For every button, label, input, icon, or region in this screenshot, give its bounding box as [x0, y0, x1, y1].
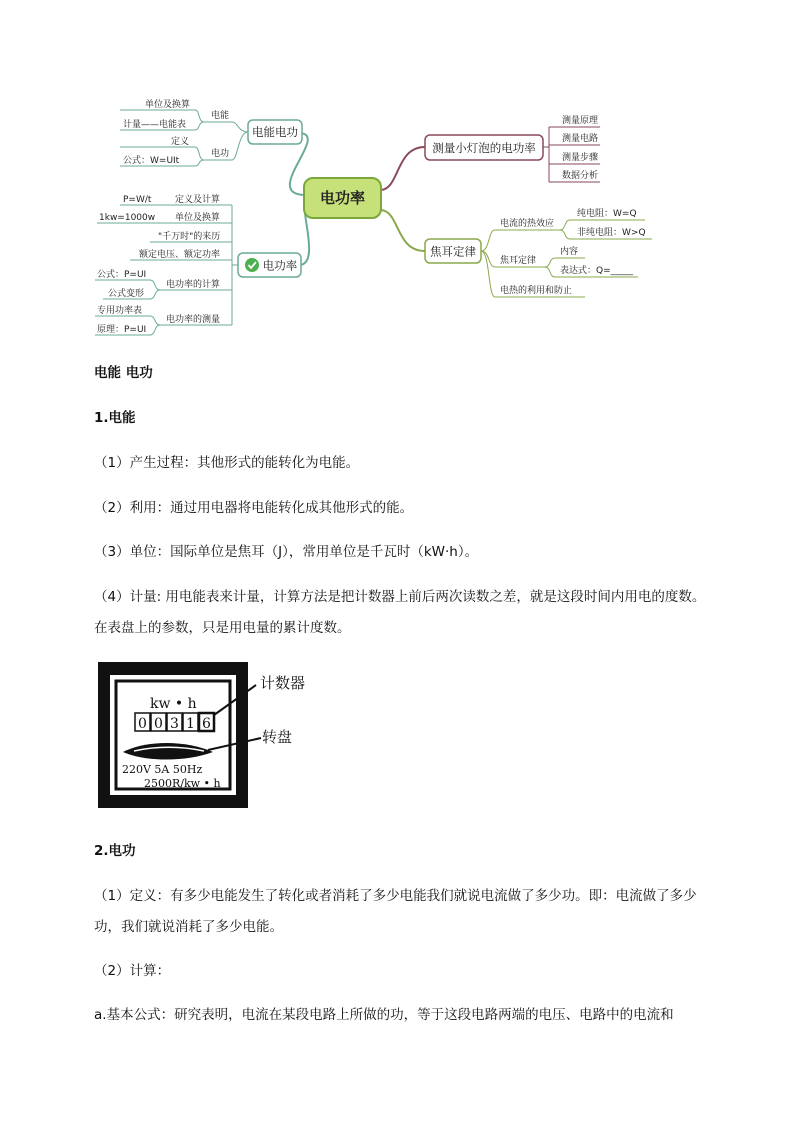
paragraph-definition: （1）定义：有多少电能发生了转化或者消耗了多少电能我们就说电流做了多少功。即：电流做了多少功，我们就说消耗了多少电能。 [94, 888, 697, 935]
svg-text:测量电路: 测量电路 [562, 134, 599, 144]
mindmap-branch-electric-energy-work [120, 98, 302, 166]
paragraph-generation: （1）产生过程：其他形式的能转化为电能。 [94, 455, 360, 471]
svg-text:电功: 电功 [211, 149, 230, 159]
svg-text:公式：P=UI: 公式：P=UI [97, 270, 147, 280]
mindmap-branch-power [95, 193, 301, 335]
mind-map [0, 0, 794, 345]
svg-text:"千万时"的来历: "千万时"的来历 [158, 232, 221, 242]
svg-text:原理：P=UI: 原理：P=UI [97, 325, 147, 335]
meter-unit: kw • h [150, 696, 197, 712]
heading-electric-work: 2.电功 [94, 843, 136, 859]
svg-text:焦耳定律: 焦耳定律 [430, 244, 476, 259]
svg-text:测量小灯泡的电功率: 测量小灯泡的电功率 [432, 141, 536, 155]
svg-text:电热的利用和防止: 电热的利用和防止 [500, 286, 573, 296]
paragraph-calculation: （2）计算： [94, 963, 171, 979]
svg-text:1kw=1000w: 1kw=1000w [99, 213, 156, 223]
electric-meter-figure [96, 660, 346, 812]
heading-electric-energy: 1.电能 [94, 410, 136, 426]
svg-text:测量步骤: 测量步骤 [562, 153, 599, 163]
paragraph-unit: （3）单位：国际单位是焦耳（J），常用单位是千瓦时（kW·h）。 [94, 544, 479, 560]
mindmap-center-label: 电功率 [319, 189, 366, 207]
svg-text:电能电功: 电能电功 [252, 125, 298, 139]
svg-text:计量——电能表: 计量——电能表 [123, 120, 187, 130]
svg-text:定义: 定义 [171, 137, 190, 147]
svg-text:公式：W=UIt: 公式：W=UIt [123, 156, 180, 166]
svg-text:焦耳定律: 焦耳定律 [500, 256, 537, 266]
svg-text:定义及计算: 定义及计算 [175, 195, 221, 205]
svg-text:测量原理: 测量原理 [562, 116, 599, 126]
check-icon [245, 258, 259, 272]
svg-text:电功率的计算: 电功率的计算 [166, 280, 221, 290]
svg-text:电功率: 电功率 [262, 258, 298, 273]
svg-text:纯电阻：W=Q: 纯电阻：W=Q [577, 209, 637, 219]
paragraph-metering: （4）计量: 用电能表来计量，计算方法是把计数器上前后两次读数之差，就是这段时间内用电的度数。在表盘上的参数，只是用电量的累计度数。 [94, 589, 706, 636]
svg-text:公式变形: 公式变形 [108, 289, 145, 299]
paragraph-basic-formula: a.基本公式：研究表明，电流在某段电路上所做的功，等于这段电路两端的电压、电路中的电流和 [94, 1007, 674, 1023]
meter-counter-digits [135, 713, 214, 732]
paragraph-usage: （2）利用：通过用电器将电能转化成其他形式的能。 [94, 500, 414, 516]
mindmap-branch-joule-law [425, 207, 652, 297]
meter-digit: 0 [138, 716, 147, 732]
svg-text:单位及换算: 单位及换算 [175, 213, 221, 223]
svg-text:电功率的测量: 电功率的测量 [166, 315, 221, 325]
svg-text:内容: 内容 [560, 247, 579, 257]
svg-text:P=W/t: P=W/t [123, 195, 152, 205]
svg-text:电能: 电能 [211, 111, 230, 121]
svg-text:非纯电阻：W>Q: 非纯电阻：W>Q [577, 228, 646, 238]
meter-digit: 0 [154, 716, 163, 732]
meter-digit: 3 [170, 716, 179, 732]
svg-text:单位及换算: 单位及换算 [145, 100, 191, 110]
section-title: 电能 电功 [94, 365, 153, 381]
svg-text:专用功率表: 专用功率表 [97, 306, 143, 316]
mindmap-branch-measure-bulb-power [425, 114, 600, 182]
svg-text:数据分析: 数据分析 [562, 171, 599, 181]
svg-text:表达式：Q=_____: 表达式：Q=_____ [560, 266, 634, 276]
meter-digit: 1 [186, 716, 195, 732]
meter-digit: 6 [202, 716, 211, 732]
svg-text:额定电压、额定功率: 额定电压、额定功率 [139, 250, 221, 260]
meter-rating: 220V 5A 50Hz [122, 763, 203, 776]
mindmap-center-node [304, 178, 381, 218]
meter-label-disk: 转盘 [262, 728, 293, 746]
meter-label-counter: 计数器 [260, 674, 306, 692]
meter-constant: 2500R/kw • h [144, 777, 221, 790]
svg-text:电流的热效应: 电流的热效应 [500, 219, 555, 229]
